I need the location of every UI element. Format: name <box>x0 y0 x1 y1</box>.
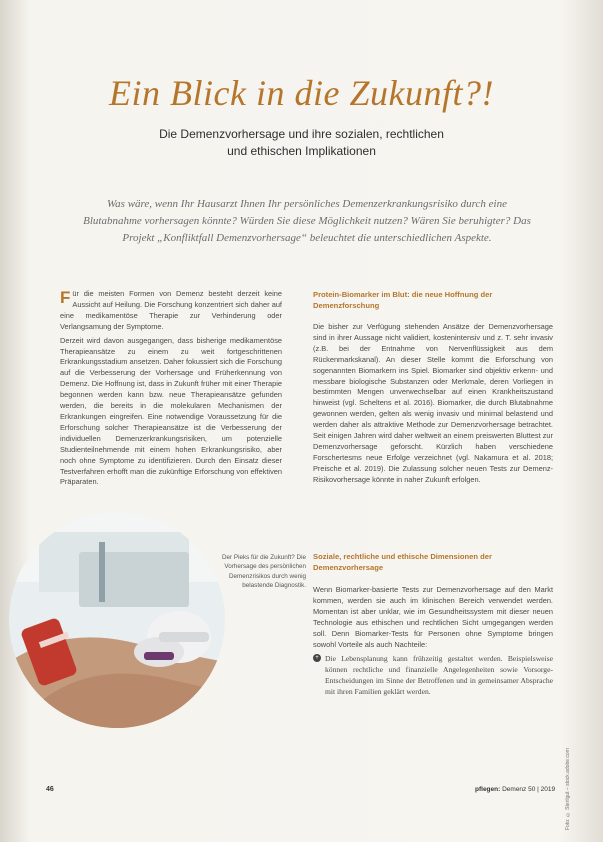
left-column <box>60 289 282 491</box>
left-paragraph-1 <box>60 289 282 333</box>
photo-credit: Foto: © Sterilgut – stock.adobe.com <box>565 748 571 830</box>
subtitle-line-1: Die Demenzvorhersage und ihre sozialen, rechtlichen <box>159 127 444 141</box>
section-heading-dimensions: Soziale, rechtliche und ethische Dimensionen der Demenzvorhersage <box>313 552 492 572</box>
subtitle-line-2: und ethischen Implikationen <box>227 144 376 158</box>
pro-bullet-item <box>313 653 553 697</box>
left-paragraph-1-text: ür die meisten Formen von Demenz besteht derzeit keine Aussicht auf Heilung. Die Forschung konzentriert sich daher auf eine medikamentöse Therapie zur Verhinderung oder Verlangsamung der Symptome. <box>60 289 282 331</box>
section-heading-biomarker: Protein-Biomarker im Blut: die neue Hoffnung der Demenzforschung <box>313 290 493 310</box>
page-number: 46 <box>46 786 54 793</box>
plus-icon: + <box>313 654 321 662</box>
right-column-section-2 <box>313 585 553 697</box>
magazine-name: pflegen: <box>475 786 501 793</box>
pro-bullet-text: Die Lebensplanung kann frühzeitig gestaltet werden. Beispielsweise können rechtliche und finanzielle Angelegenheiten sowie Vorsorge-Entscheidungen im Sinne der Betroffenen und in gemeinsamer Absprache mit ihren Familien geklärt werden. <box>325 654 553 697</box>
magazine-footer <box>475 786 555 793</box>
drop-cap: F <box>60 288 71 307</box>
photo-caption: Der Pieks für die Zukunft? Die Vorhersage des persönlichen Demenzrisikos durch wenig belastende Diagnostik. <box>222 554 306 590</box>
right-paragraph-1: Die bisher zur Verfügung stehenden Ansätze der Demenzvorhersage sind in ihrer Aussage nicht validiert, kostenintensiv und z. T. sehr invasiv (z.B. bei der Entnahme von Nervenflüssigkeit aus dem Rückenmarkskanal). An dieser Stelle kommt die Erforschung von sogenannten Biomarkern ins Spiel. Biomarker sind objektiv erkenn- und messbare biologische Substanzen oder Merkmale, deren Vorliegen in bestimmten Mengen unverwechselbar auf einen Krankheitszustand hinweist (vgl. Scheltens et al. 2016). Biomarker, die durch Blutabnahme gewonnen werden, gelten als wenig invasiv und minimal belastend und werden daher als attraktive Methode zur Demenzvorhersage betrachtet. Seit einigen Jahren wird daher weltweit an einem preiswerten Bluttest zur Demenzvorhersage geforscht. Kürzlich haben verschiedene Forschertesms neue Erfolge verzeichnet (vgl. Nakamura et al. 2018; Preische et al. 2019). Die Zulassung solcher neuen Tests zur Demenz-Risikovorhersage könnte in naher Zukunft erfolgen. <box>313 322 553 484</box>
blood-draw-illustration <box>9 512 225 728</box>
article-subtitle <box>110 126 493 160</box>
magazine-issue: Demenz 50 | 2019 <box>502 786 556 793</box>
article-intro: Was wäre, wenn Ihr Hausarzt Ihnen Ihr persönliches Demenzerkrankungsrisiko durch eine Blutabnahme vorhersagen könnte? Würden Sie diese Möglichkeit nutzen? Wären Sie beruhigter? Das Projekt „Konfliktfall Demenzvorhersage“ beleuchtet die unterschiedlichen Aspekte. <box>83 198 531 244</box>
article-title: Ein Blick in die Zukunft?! <box>109 73 494 113</box>
left-paragraph-2: Derzeit wird davon ausgegangen, dass bisherige medikamentöse Therapieansätze zu einem zu weit fortgeschrittenen Erkrankungsstadium ansetzen. Daher fokussiert sich die Forschung auf die Verbesserung der Vorhersage und Früherkennung von Demenz. Die Hoffnung ist, dass in Zukunft früher mit einer Therapie begonnen werden kann bzw. neue Therapieansätze gefunden werden, die bereits in die molekularen Mechanismen der Erkrankungen eingreifen. Eine notwendige Voraussetzung für die Erforschung solcher Therapieansätze ist die Verbesserung der individuellen Demenzerkrankungsrisiken, um potenzielle Studienteilnehmende mit einem hohen Erkrankungsrisiko, aber noch ohne Symptome zu identifizieren. Durch den Einsatz dieser Testverfahren erhofft man die zukünftige Erforschung von effektiven Präparaten. <box>60 335 282 487</box>
blood-draw-photo <box>9 512 225 728</box>
right-column-section-1 <box>313 322 553 489</box>
right-paragraph-2: Wenn Biomarker-basierte Tests zur Demenzvorhersage auf den Markt kommen, werden sie auch im klinischen Bereich verwendet werden. Momentan ist aber unklar, wie im Gesundheitssystem mit dieser neuen Technologie aus ethischen und rechtlichen Sicht umgegangen werden soll. Denn Biomarker-Tests für Personen ohne Symptome bringen sowohl Vorteile als auch Nachteile: <box>313 585 553 649</box>
